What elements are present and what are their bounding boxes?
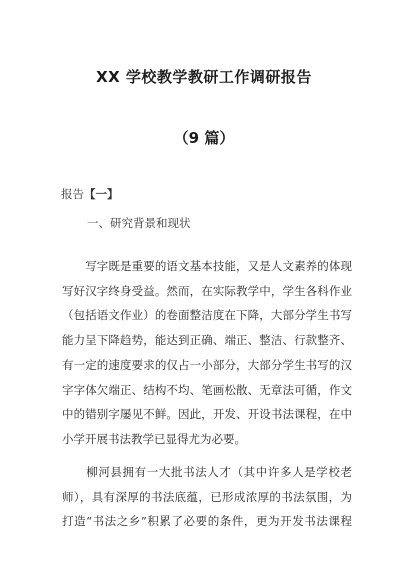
paragraph-1 [62,254,352,452]
paragraph-line: 能力呈下降趋势，能达到正确、端正、整洁、行款整齐、 [62,333,352,348]
document-title: XX 学校教学教研工作调研报告 [96,68,312,86]
section-prefix: 报告 [61,187,84,201]
paragraph-line: 有一定的速度要求的仅占一小部分，大部分学生书写的汉 [62,357,352,372]
paragraph-line: 打造“书法之乡”积累了必要的条件，更为开发书法课程 [62,514,352,529]
paragraph-2 [62,460,352,534]
paragraph-line: 中的错别字屡见不鲜。因此，开发、开设书法课程，在中 [62,407,352,422]
paragraph-line: 字字体欠端正、结构不均、笔画松散、无章法可循，作文 [62,382,352,397]
section-heading [61,186,119,202]
paragraph-line: 师），具有深厚的书法底蕴，已形成浓厚的书法氛围，为 [62,489,352,504]
paragraph-line: 柳河县拥有一大批书法人才（其中许多人是学校老 [62,465,352,479]
paragraph-line: 写字既是重要的语文基本技能，又是人文素养的体现 [62,259,352,273]
paragraph-line: 写好汉字终身受益。然而，在实际教学中，学生各科作业 [62,283,352,298]
paragraph-line: （包括语文作业）的卷面整洁度在下降，大部分学生书写 [62,308,352,323]
subheading: 一、研究背景和现状 [87,216,191,230]
paragraph-line: 小学开展书法教学已显得尤为必要。 [62,431,246,446]
section-label: 【一】 [84,187,119,201]
document-subtitle: （9 篇） [173,129,235,147]
